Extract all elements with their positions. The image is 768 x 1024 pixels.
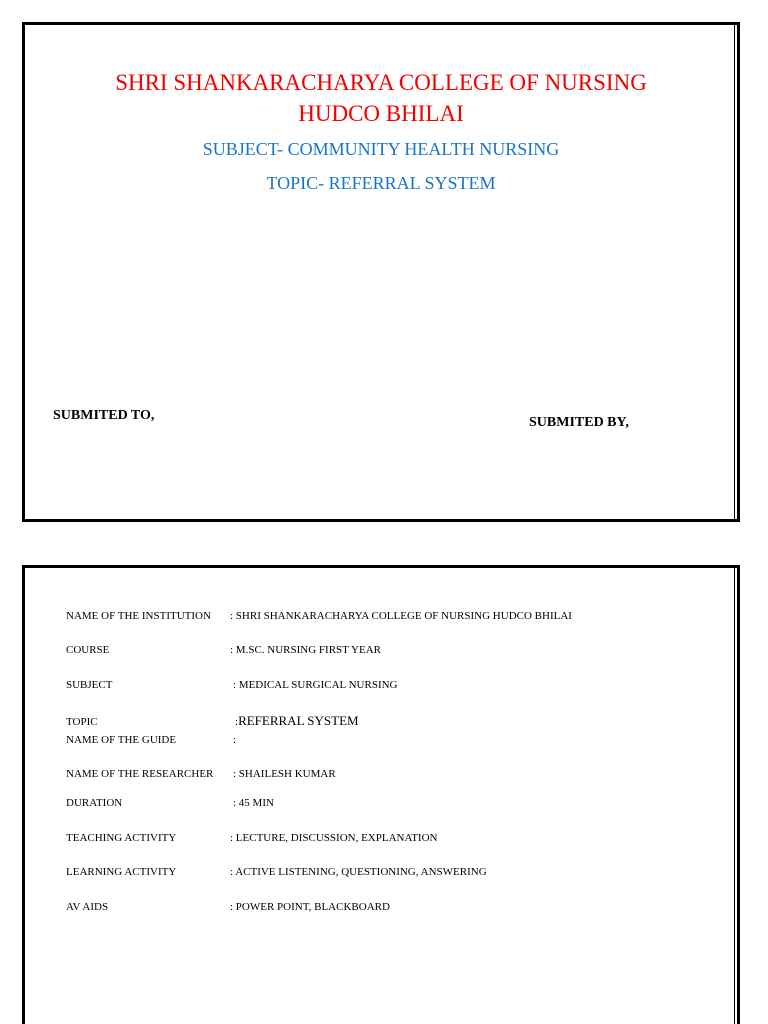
duration-row xyxy=(66,797,274,809)
details-page-frame xyxy=(22,565,740,1024)
college-title-line2: HUDCO BHILAI xyxy=(298,101,464,126)
subject-value: : MEDICAL SURGICAL NURSING xyxy=(233,679,398,691)
guide-label: NAME OF THE GUIDE xyxy=(66,734,177,746)
topic-value: REFERRAL SYSTEM xyxy=(238,713,359,728)
subject-label: SUBJECT xyxy=(66,679,113,691)
course-value: : M.SC. NURSING FIRST YEAR xyxy=(230,644,381,656)
institution-row xyxy=(66,610,572,622)
college-title xyxy=(25,67,737,129)
submitted-to-label: SUBMITED TO, xyxy=(53,408,155,423)
researcher-value: : SHAILESH KUMAR xyxy=(233,768,336,780)
av-aids-label: AV AIDS xyxy=(66,901,109,913)
researcher-row xyxy=(66,768,336,780)
duration-label: DURATION xyxy=(66,797,123,809)
topic-colon: : xyxy=(235,716,239,728)
cover-topic: TOPIC- REFERRAL SYSTEM xyxy=(266,173,496,193)
college-title-line1: SHRI SHANKARACHARYA COLLEGE OF NURSING xyxy=(115,70,647,95)
learning-label: LEARNING ACTIVITY xyxy=(66,866,177,878)
institution-label: NAME OF THE INSTITUTION xyxy=(66,610,211,622)
researcher-label: NAME OF THE RESEARCHER xyxy=(66,768,214,780)
cover-subject: SUBJECT- COMMUNITY HEALTH NURSING xyxy=(202,139,560,159)
teaching-label: TEACHING ACTIVITY xyxy=(66,832,177,844)
av-aids-row xyxy=(66,901,390,913)
teaching-row xyxy=(66,832,437,844)
course-row xyxy=(66,644,381,656)
learning-row xyxy=(66,866,487,878)
learning-value: : ACTIVE LISTENING, QUESTIONING, ANSWERING xyxy=(230,866,487,878)
cover-page-frame xyxy=(22,22,740,522)
course-label: COURSE xyxy=(66,644,110,656)
submitted-by-label: SUBMITED BY, xyxy=(529,415,629,430)
topic-label: TOPIC xyxy=(66,716,98,728)
topic-row xyxy=(66,713,359,729)
av-aids-value: : POWER POINT, BLACKBOARD xyxy=(230,901,390,913)
subject-row xyxy=(66,679,398,691)
guide-value: : xyxy=(233,734,237,746)
guide-row xyxy=(66,734,236,746)
institution-value: : SHRI SHANKARACHARYA COLLEGE OF NURSING HUDCO BHILAI xyxy=(230,610,572,622)
teaching-value: : LECTURE, DISCUSSION, EXPLANATION xyxy=(230,832,438,844)
duration-value: : 45 MIN xyxy=(233,797,274,809)
